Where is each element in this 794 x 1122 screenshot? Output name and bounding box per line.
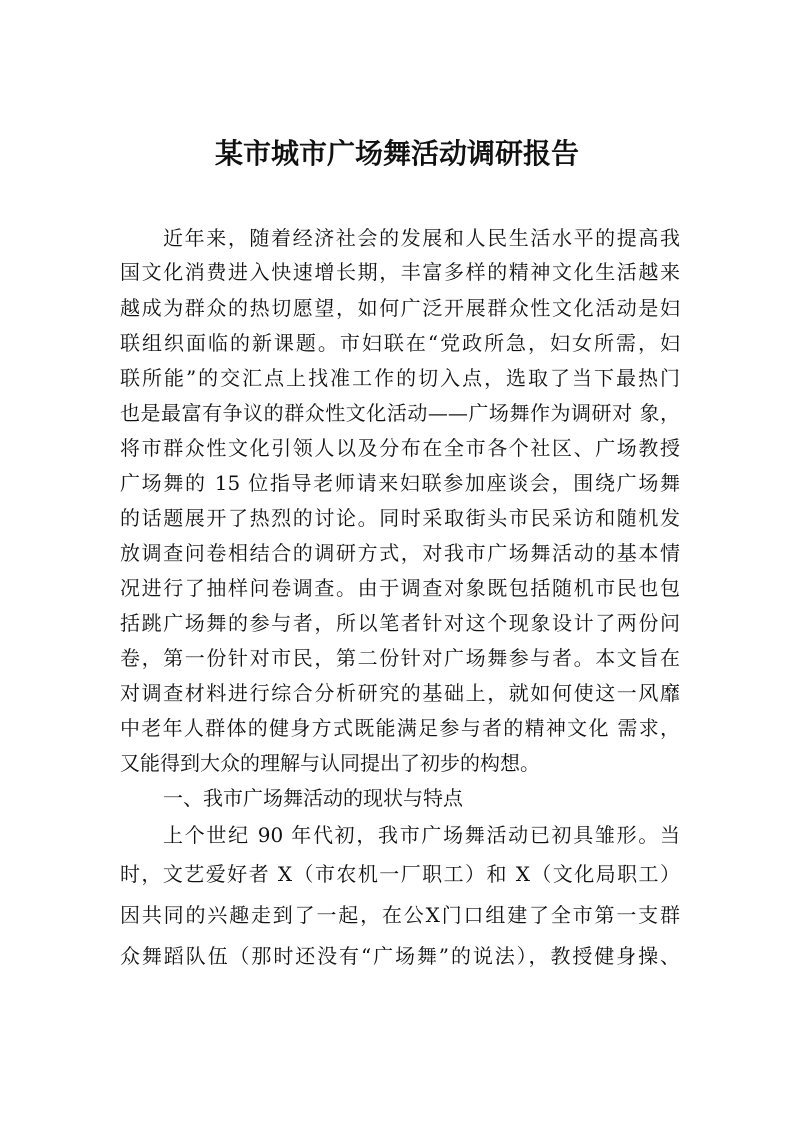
section-heading: 一、我市广场舞活动的现状与特点 [163,786,463,810]
paragraph-line: 国文化消费进入快速增长期，丰富多样的精神文化生活越来 [120,260,680,284]
paragraph-line: 联组织面临的新课题。市妇联在“党政所急，妇女所需，妇 [120,331,680,355]
paragraph-line: 联所能”的交汇点上找准工作的切入点，选取了当下最热门 [120,366,680,390]
paragraph-line: 近年来，随着经济社会的发展和人民生活水平的提高我 [163,226,680,250]
paragraph-line: 况进行了抽样问卷调查。由于调查对象既包括随机市民也包 [120,576,680,600]
paragraph-line: 因共同的兴趣走到了一起，在公X门口组建了全市第一支群 [120,903,680,927]
paragraph-line: 越成为群众的热切愿望，如何广泛开展群众性文化活动是妇 [120,296,680,320]
paragraph-line: 括跳广场舞的参与者，所以笔者针对这个现象设计了两份问 [120,611,680,635]
document-title: 某市城市广场舞活动调研报告 [214,137,579,170]
paragraph-line: 的话题展开了热烈的讨论。同时采取街头市民采访和随机发 [120,506,680,530]
paragraph-line: 广场舞的 15 位指导老师请来妇联参加座谈会，围绕广场舞 [120,471,680,495]
paragraph-line: 对调查材料进行综合分析研究的基础上，就如何使这一风靡 [120,681,680,705]
paragraph-line: 上个世纪 90 年代初，我市广场舞活动已初具雏形。当 [163,823,680,847]
paragraph-line: 放调查问卷相结合的调研方式，对我市广场舞活动的基本情 [120,541,680,565]
paragraph-line: 将市群众性文化引领人以及分布在全市各个社区、广场教授 [120,436,680,460]
paragraph-line: 中老年人群体的健身方式既能满足参与者的精神文化 需求， [120,716,680,740]
paragraph-line: 众舞蹈队伍（那时还没有“广场舞”的说法），教授健身操、 [120,944,680,968]
paragraph-line: 卷，第一份针对市民，第二份针对广场舞参与者。本文旨在 [120,646,680,670]
paragraph-line: 也是最富有争议的群众性文化活动——广场舞作为调研对 象， [120,401,680,425]
paragraph-line: 又能得到大众的理解与认同提出了初步的构想。 [120,751,540,775]
paragraph-line: 时，文艺爱好者 X（市农机一厂职工）和 X（文化局职工） [120,862,680,886]
